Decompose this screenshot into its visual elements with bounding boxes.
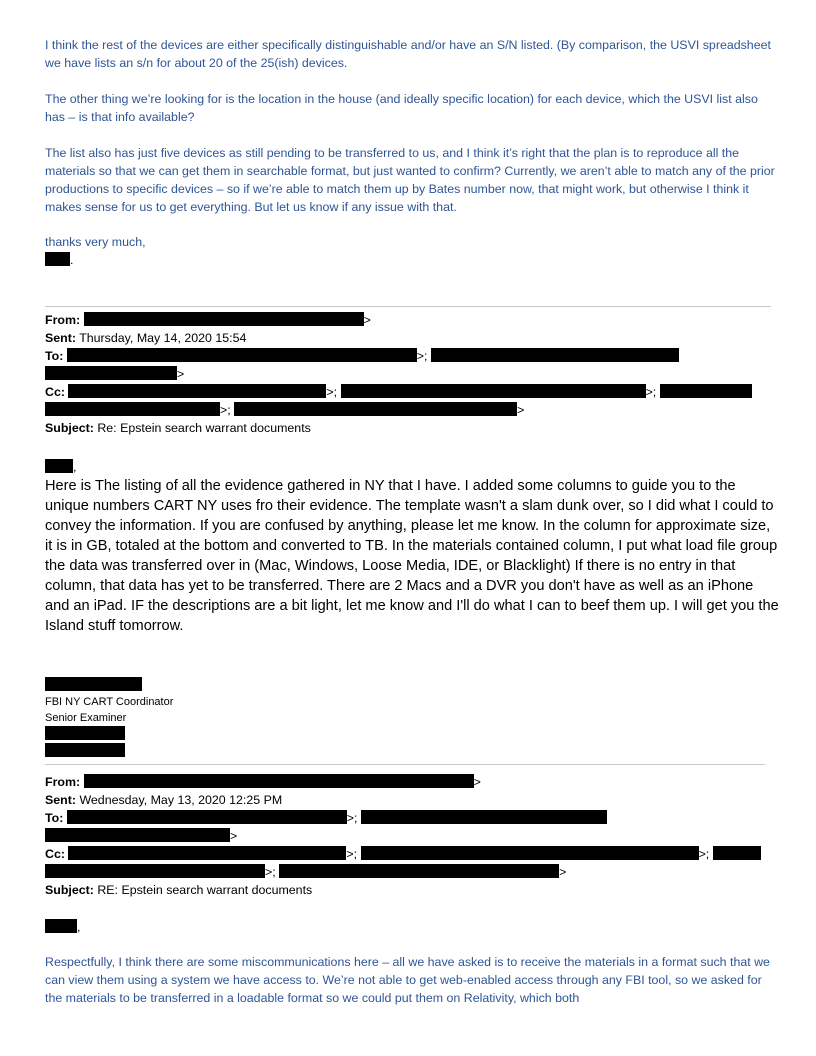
angle-bracket: >	[177, 367, 185, 381]
redaction-block	[67, 810, 347, 824]
redaction-block	[45, 402, 220, 416]
redaction-block	[431, 348, 679, 362]
email1-to-line	[45, 347, 679, 365]
email1-to-line-cont	[45, 365, 184, 383]
email1-subject-line	[45, 419, 311, 437]
redaction-block	[279, 864, 559, 878]
separator: >;	[416, 349, 428, 363]
signature-role: Senior Examiner	[45, 712, 127, 724]
redaction-block	[361, 846, 699, 860]
redaction-block	[660, 384, 752, 398]
redaction-block	[45, 743, 125, 757]
divider	[45, 764, 765, 765]
greeting-comma: ,	[73, 460, 77, 474]
angle-bracket: >	[517, 403, 525, 417]
redaction-block	[45, 919, 77, 933]
email2-from-line	[45, 773, 481, 791]
signature-title: FBI NY CART Coordinator	[45, 696, 174, 708]
redaction-block	[45, 459, 73, 473]
subject-label: Subject:	[45, 883, 94, 897]
email2-greeting	[45, 918, 80, 936]
angle-bracket: >	[363, 313, 371, 327]
divider	[45, 306, 771, 307]
redaction-block	[84, 774, 474, 788]
separator: >;	[698, 847, 710, 861]
email1-sent-line	[45, 329, 246, 347]
sent-label: Sent:	[45, 331, 76, 345]
redaction-block	[68, 846, 346, 860]
redaction-block	[45, 252, 70, 266]
email2-body: Respectfully, I think there are some miscommunications here – all we have asked is to receive the materials in a format such that we can view them using a system we have access to. We’re not able to get web-enabled access through any FBI tool, so we asked for the materials to be transferred in a loadable format so we could put them on Relativity, which both	[45, 955, 770, 1005]
to-label: To:	[45, 349, 64, 363]
cc-label: Cc:	[45, 385, 65, 399]
redaction-block	[67, 348, 417, 362]
separator: >;	[265, 865, 276, 879]
intro-paragraph-2: The other thing we’re looking for is the location in the house (and ideally specific location) for each device, which the USVI list also has – is that info available?	[45, 92, 758, 124]
from-label: From:	[45, 775, 81, 789]
email1-from-line	[45, 311, 371, 329]
sent-date: Wednesday, May 13, 2020 12:25 PM	[79, 793, 283, 807]
email1-cc-line	[45, 383, 752, 401]
subject-label: Subject:	[45, 421, 94, 435]
redaction-block	[84, 312, 364, 326]
signature-block	[45, 677, 173, 760]
redaction-block	[361, 810, 607, 824]
email1-cc-line-cont	[45, 401, 524, 419]
separator: >;	[326, 385, 338, 399]
redaction-block	[68, 384, 326, 398]
subject-text: Re: Epstein search warrant documents	[97, 421, 311, 435]
email2-cc-line-cont	[45, 863, 566, 881]
redaction-block	[341, 384, 646, 398]
sender-signature	[45, 251, 73, 269]
email2-cc-line	[45, 845, 761, 863]
cc-label: Cc:	[45, 847, 65, 861]
intro-paragraph-1: I think the rest of the devices are either specifically distinguishable and/or have an S/N listed. (By comparison, the USVI spreadsheet we have lists an s/n for about 20 of the 25(ish) devices.	[45, 38, 771, 70]
redaction-block	[45, 828, 230, 842]
email2-subject-line	[45, 881, 312, 899]
separator: >;	[346, 847, 358, 861]
to-label: To:	[45, 811, 64, 825]
angle-bracket: >	[559, 865, 567, 879]
signature-period: .	[70, 253, 74, 267]
redaction-block	[45, 366, 177, 380]
separator: >;	[645, 385, 657, 399]
email1-greeting	[45, 458, 76, 476]
angle-bracket: >	[473, 775, 481, 789]
redaction-block	[45, 726, 125, 740]
from-label: From:	[45, 313, 81, 327]
email2-to-line	[45, 809, 607, 827]
sent-label: Sent:	[45, 793, 76, 807]
separator: >;	[220, 403, 231, 417]
email2-to-line-cont	[45, 827, 237, 845]
intro-paragraph-3: The list also has just five devices as still pending to be transferred to us, and I think it’s right that the plan is to reproduce all the materials so that we can get them in searchable format, but just wanted to confirm? Currently, we aren’t able to match any of the prior productions to specific devices – so if we’re able to match them up by Bates number now, that might work, but otherwise I think it makes sense for us to get everything. But let us know if any issue with that.	[45, 146, 775, 214]
separator: >;	[346, 811, 358, 825]
sent-date: Thursday, May 14, 2020 15:54	[79, 331, 247, 345]
email2-sent-line	[45, 791, 282, 809]
angle-bracket: >	[230, 829, 238, 843]
redaction-block	[234, 402, 517, 416]
subject-text: RE: Epstein search warrant documents	[97, 883, 313, 897]
redaction-block	[45, 864, 265, 878]
redaction-block	[45, 677, 142, 691]
redaction-block	[713, 846, 761, 860]
closing-line: thanks very much,	[45, 235, 146, 249]
email1-body: Here is The listing of all the evidence gathered in NY that I have. I added some columns to guide you to the unique numbers CART NY uses fro their evidence. The template wasn't a slam dunk over, so I did what I could to convey the information. If you are confused by anything, please let me know. In the column for approximate size, it is in GB, totaled at the bottom and converted to TB. In the materials contained column, I put what load file group the data was transferred over in (Mac, Windows, Loose Media, IDE, or Blacklight) If there is no entry in that column, that data has yet to be transferred. There are 2 Macs and a DVR you don't have as well as an iPhone and an iPad. IF the descriptions are a bit light, let me know and I'll do what I can to beef them up. I will get you the Island stuff tomorrow.	[45, 478, 779, 634]
greeting-comma: ,	[77, 920, 81, 934]
